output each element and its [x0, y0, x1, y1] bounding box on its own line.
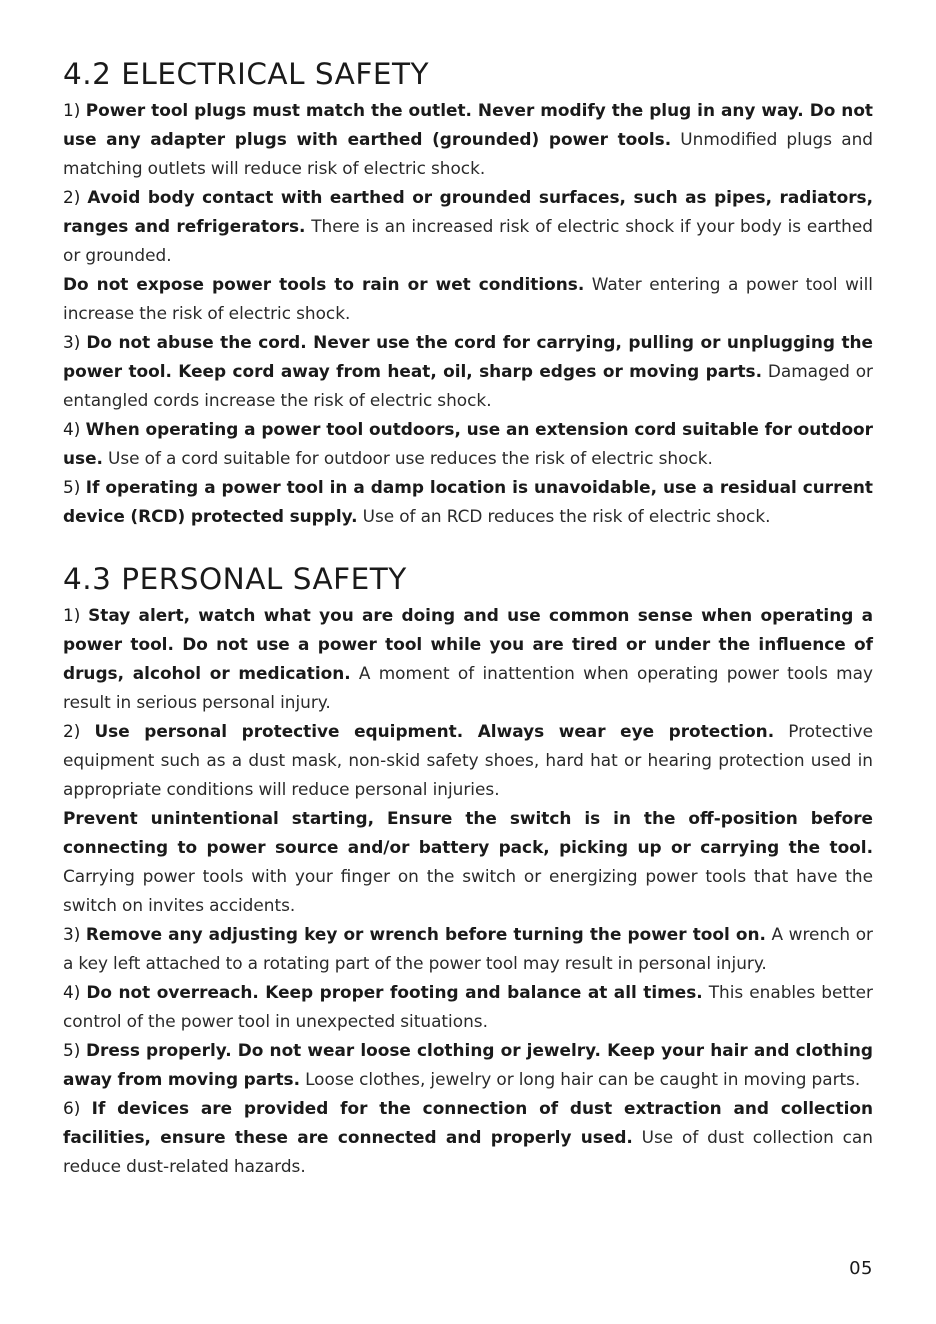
electrical-item-3: 3) Do not abuse the cord. Never use the cord for carrying, pulling or unplugging the power tool. Keep cord away from heat, oil, sharp edges or moving parts. Damaged or entangled cords increase the risk of electric shock. [63, 332, 873, 410]
electrical-item-5: 5) If operating a power tool in a damp location is unavoidable, use a residual current device (RCD) protected supply. Use of an RCD reduces the risk of electric shock. [63, 477, 873, 526]
personal-item-5: 5) Dress properly. Do not wear loose clothing or jewelry. Keep your hair and clothing away from moving parts. Loose clothes, jewelry or long hair can be caught in moving parts. [63, 1040, 873, 1089]
section-title-electrical-safety: 4.2 ELECTRICAL SAFETY [63, 57, 430, 91]
electrical-item-4: 4) When operating a power tool outdoors, use an extension cord suitable for outdoor use. Use of a cord suitable for outdoor use reduces the risk of electric shock. [63, 419, 873, 468]
personal-item-2b: Prevent unintentional starting, Ensure the switch is in the off-position before connecting to power source and/or battery pack, picking up or carrying the tool. Carrying power tools with your finger on the switch or energizing power tools that have the switch on invites accidents. [63, 808, 873, 915]
personal-item-1: 1) Stay alert, watch what you are doing and use common sense when operating a power tool. Do not use a power tool while you are tired or under the influence of drugs, alcohol or medication. A moment of inattention when operating power tools may result in serious personal injury. [63, 605, 874, 712]
electrical-item-1: 1) Power tool plugs must match the outlet. Never modify the plug in any way. Do not use any adapter plugs with earthed (grounded) power tools. Unmodified plugs and matching outlets will reduce risk of electric shock. [63, 100, 873, 178]
section-title-personal-safety: 4.3 PERSONAL SAFETY [63, 562, 407, 596]
electrical-item-2: 2) Avoid body contact with earthed or grounded surfaces, such as pipes, radiators, ranges and refrigerators. There is an increased risk of electric shock if your body is earthed or grounded. [63, 187, 873, 265]
page-number: 05 [849, 1258, 873, 1279]
personal-item-4: 4) Do not overreach. Keep proper footing and balance at all times. This enables better control of the power tool in unexpected situations. [63, 982, 873, 1031]
personal-item-2: 2) Use personal protective equipment. Always wear eye protection. Protective equipment such as a dust mask, non-skid safety shoes, hard hat or hearing protection used in appropriate conditions will reduce personal injuries. [63, 721, 874, 799]
personal-item-3: 3) Remove any adjusting key or wrench before turning the power tool on. A wrench or a key left attached to a rotating part of the power tool may result in personal injury. [63, 924, 873, 973]
personal-item-6: 6) If devices are provided for the connection of dust extraction and collection facilities, ensure these are connected and properly used. Use of dust collection can reduce dust-related hazards. [63, 1098, 874, 1176]
manual-page [63, 52, 873, 1181]
electrical-item-2b: Do not expose power tools to rain or wet conditions. Water entering a power tool will increase the risk of electric shock. [63, 274, 873, 323]
